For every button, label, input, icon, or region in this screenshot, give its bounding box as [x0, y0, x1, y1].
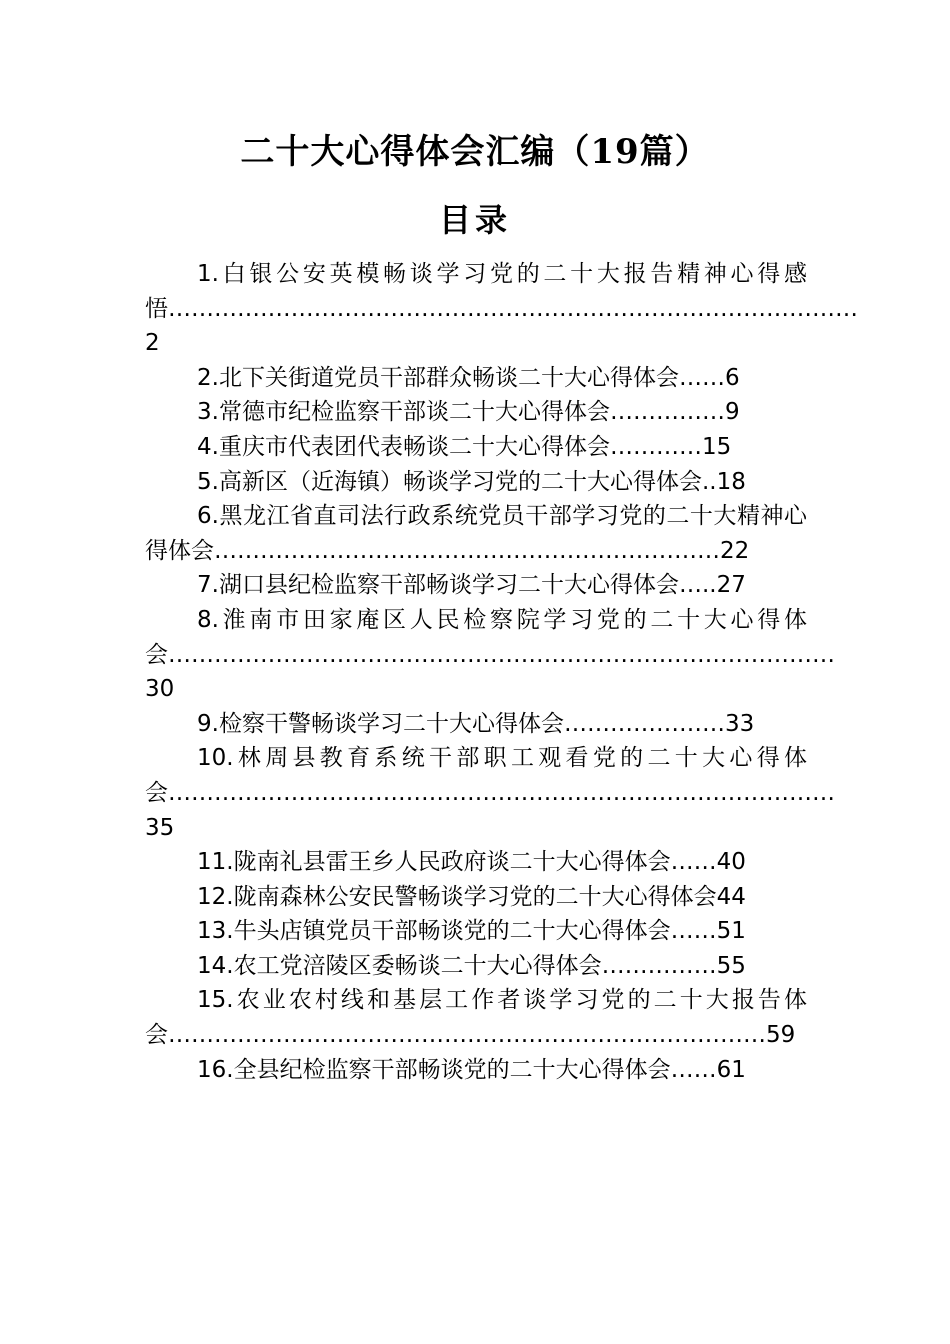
toc-entry-number: 3.	[197, 399, 219, 426]
table-of-contents	[145, 257, 858, 1087]
toc-entry-page: 61	[716, 1056, 746, 1083]
toc-entry-page: 6	[724, 364, 740, 391]
toc-entry-number: 14.	[197, 952, 234, 979]
toc-entry-leader: ……	[670, 918, 717, 945]
toc-entry-text: 高新区（近海镇）畅谈学习党的二十大心得体会	[218, 468, 702, 495]
toc-entry-number: 6.	[197, 503, 219, 530]
toc-entry[interactable]	[145, 845, 807, 880]
toc-entry[interactable]	[145, 741, 835, 845]
toc-entry-text: 农工党涪陵区委畅谈二十大心得体会	[233, 952, 602, 979]
toc-entry[interactable]	[145, 430, 807, 465]
toc-entry-page: 15	[701, 433, 732, 460]
toc-entry-text: 检察干警畅谈学习二十大心得体会	[218, 710, 564, 737]
toc-entry[interactable]	[145, 983, 807, 1052]
toc-entry-page: 40	[716, 849, 746, 876]
toc-entry-leader: ……	[678, 364, 725, 391]
toc-entry-leader: ……	[670, 849, 717, 876]
toc-entry-number: 9.	[197, 710, 219, 737]
toc-entry-page: 30	[145, 676, 175, 703]
toc-entry-page: 44	[716, 883, 746, 910]
toc-entry-leader: ………………………………………………………………………………	[168, 295, 858, 322]
toc-entry[interactable]	[145, 880, 807, 915]
toc-entry-leader: ……………………………………………………………………	[168, 1022, 766, 1049]
toc-entry[interactable]	[145, 465, 807, 500]
toc-entry-number: 15.	[197, 987, 234, 1014]
toc-entry-text: 黑龙江省直司法行政系统党员干部学习党的二十大精神心得体会	[145, 503, 807, 564]
toc-entry-page: 33	[724, 710, 755, 737]
toc-entry[interactable]	[145, 707, 807, 742]
toc-entry-page: 51	[716, 918, 746, 945]
toc-entry-number: 10.	[197, 745, 234, 772]
toc-entry-leader: ……………	[609, 399, 725, 426]
toc-entry-leader: …………………………………………………………	[214, 537, 720, 564]
toc-entry-leader: ……………………………………………………………………………	[168, 779, 835, 806]
toc-entry-page: 9	[724, 399, 740, 426]
toc-entry[interactable]	[145, 914, 807, 949]
toc-entry-number: 4.	[197, 433, 219, 460]
toc-entry[interactable]	[145, 949, 807, 984]
toc-entry-page: 18	[716, 468, 746, 495]
toc-entry-leader: …..	[678, 572, 717, 599]
toc-entry-page: 35	[145, 814, 175, 841]
toc-entry-page: 22	[720, 537, 750, 564]
toc-entry-text: 农业农村线和基层工作者谈学习党的二十大报告体会	[145, 987, 807, 1049]
toc-entry[interactable]	[145, 568, 807, 603]
toc-entry-text: 全县纪检监察干部畅谈党的二十大心得体会	[233, 1056, 671, 1083]
toc-entry-number: 8.	[197, 606, 219, 633]
toc-entry-text: 淮南市田家庵区人民检察院学习党的二十大心得体会	[145, 606, 807, 668]
toc-entry[interactable]	[145, 1053, 807, 1088]
toc-entry-text: 陇南森林公安民警畅谈学习党的二十大心得体会	[233, 883, 717, 910]
toc-entry-leader: ……………	[601, 952, 717, 979]
toc-entry[interactable]	[145, 395, 807, 430]
toc-entry-text: 陇南礼县雷王乡人民政府谈二十大心得体会	[233, 849, 671, 876]
toc-entry-page: 2	[145, 330, 160, 357]
toc-entry-leader: ..	[701, 468, 717, 495]
toc-entry-leader: ……………………………………………………………………………	[168, 641, 835, 668]
toc-entry-number: 13.	[197, 918, 234, 945]
toc-entry[interactable]	[145, 499, 807, 568]
document-title: 二十大心得体会汇编（19篇）	[240, 132, 710, 172]
toc-entry-text: 白银公安英模畅谈学习党的二十大报告精神心得感悟	[145, 261, 807, 322]
toc-entry-text: 北下关街道党员干部群众畅谈二十大心得体会	[218, 364, 679, 391]
toc-entry-leader: …………………	[563, 710, 725, 737]
toc-entry-text: 常德市纪检监察干部谈二十大心得体会	[218, 399, 610, 426]
toc-entry-number: 11.	[197, 849, 234, 876]
toc-entry-text: 林周县教育系统干部职工观看党的二十大心得体会	[145, 745, 807, 806]
toc-entry-number: 12.	[197, 883, 234, 910]
toc-entry-text: 牛头店镇党员干部畅谈党的二十大心得体会	[233, 918, 671, 945]
toc-entry[interactable]	[145, 257, 858, 361]
toc-entry-number: 1.	[197, 261, 219, 287]
toc-entry-text: 湖口县纪检监察干部畅谈学习二十大心得体会	[218, 572, 679, 599]
toc-entry[interactable]	[145, 361, 807, 396]
toc-entry-number: 5.	[197, 468, 219, 495]
toc-entry-leader: …………	[609, 433, 702, 460]
toc-entry-page: 27	[716, 572, 746, 599]
toc-entry-number: 2.	[197, 364, 219, 391]
toc-entry-number: 16.	[197, 1056, 234, 1083]
toc-entry-leader: ……	[670, 1056, 717, 1083]
toc-entry-number: 7.	[197, 572, 219, 599]
toc-heading: 目录	[438, 201, 511, 239]
toc-entry-page: 59	[766, 1022, 796, 1049]
toc-entry-text: 重庆市代表团代表畅谈二十大心得体会	[218, 433, 610, 460]
toc-entry[interactable]	[145, 603, 835, 707]
toc-entry-page: 55	[716, 952, 746, 979]
